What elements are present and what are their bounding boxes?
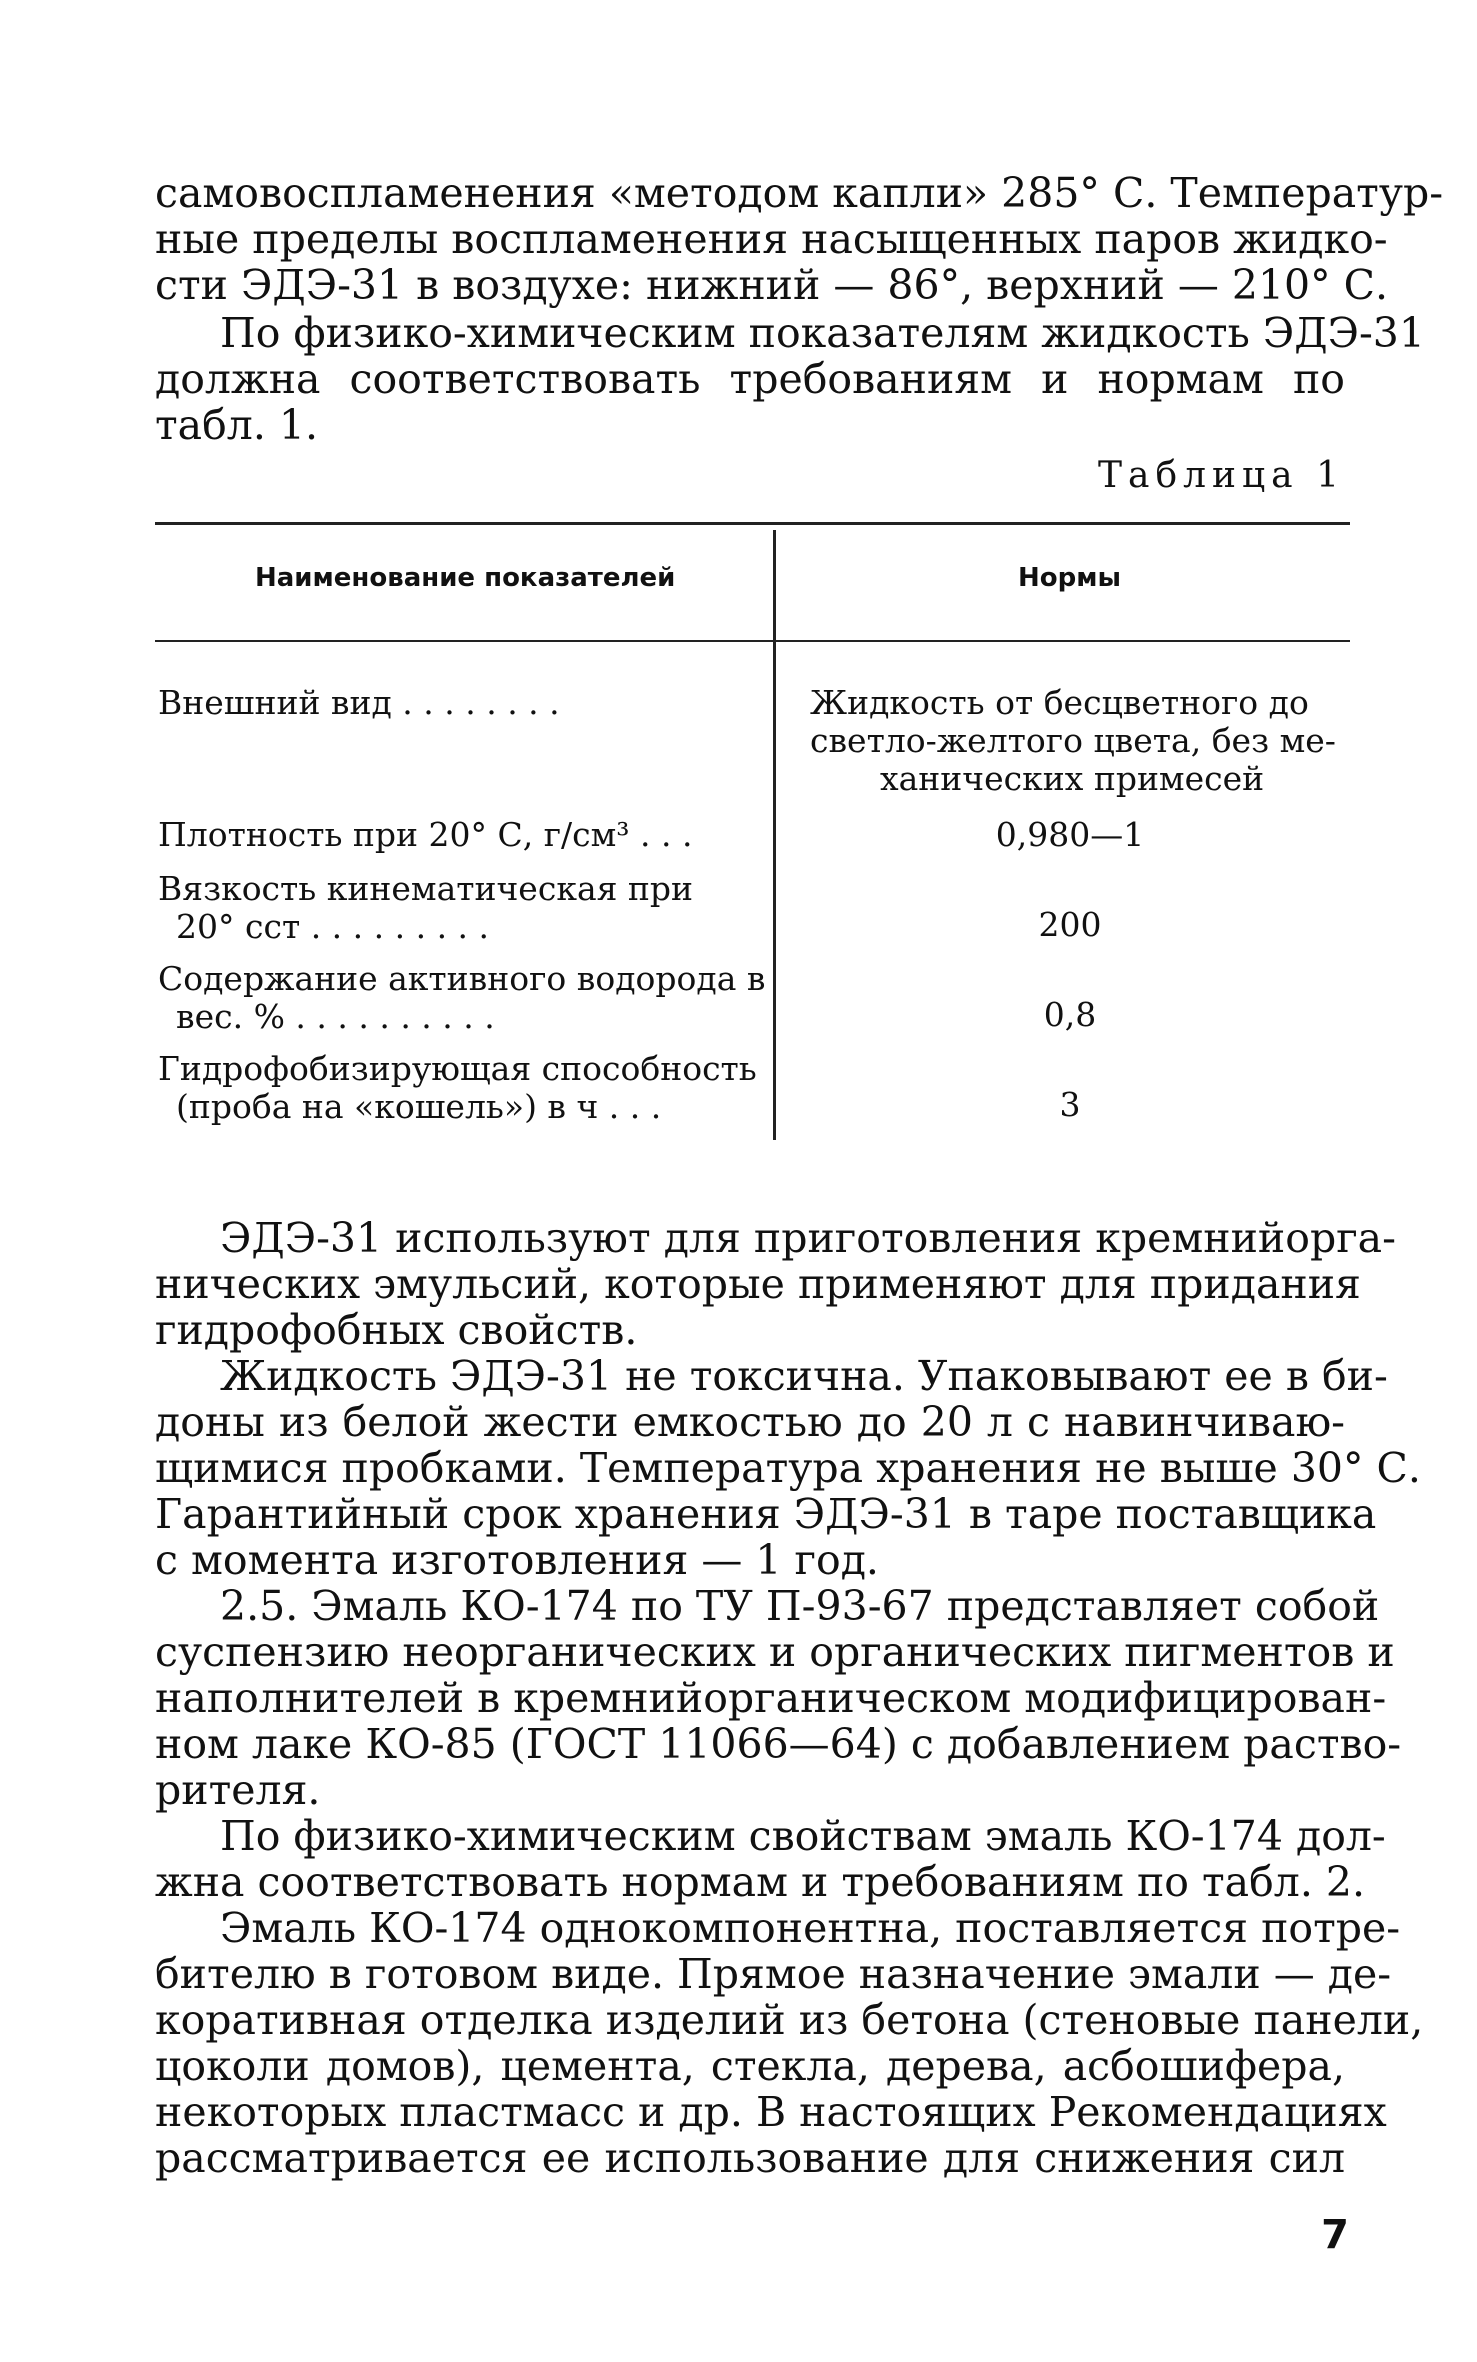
paragraph-usage	[155, 1214, 1396, 1354]
text-line: гидрофобных свойств.	[155, 1306, 638, 1354]
text-line: с момента изготовления — 1 год.	[155, 1536, 879, 1584]
text-line: ные пределы воспламенения насыщенных паров жидко-	[155, 215, 1388, 263]
cell-line: Содержание активного водорода в	[158, 959, 766, 998]
table-column-divider	[773, 530, 776, 1140]
table-row-norm	[810, 1086, 1330, 1124]
cell-line: Плотность при 20° С, г/см³ . . .	[158, 815, 693, 854]
table-row-name	[158, 1050, 758, 1126]
cell-line: ханических примесей	[880, 759, 1265, 798]
table-row-norm	[810, 816, 1330, 854]
text-line: Эмаль КО-174 однокомпонентна, поставляется потре-	[220, 1904, 1401, 1952]
text-line: Гарантийный срок хранения ЭДЭ-31 в таре поставщика	[155, 1490, 1377, 1538]
cell-line: Гидрофобизирующая способность	[158, 1049, 757, 1088]
text-line: жна соответствовать нормам и требованиям по табл. 2.	[155, 1858, 1366, 1906]
cell-line: вес. % . . . . . . . . . .	[176, 997, 495, 1036]
text-line: цоколи домов), цемента, стекла, дерева, асбошифера,	[155, 2042, 1345, 2090]
table-row-norm	[810, 906, 1330, 944]
text-line: 2.5. Эмаль КО-174 по ТУ П-93-67 представляет собой	[220, 1582, 1380, 1630]
text-line: нических эмульсий, которые применяют для придания	[155, 1260, 1361, 1308]
text-line: суспензию неорганических и органических пигментов и	[155, 1628, 1395, 1676]
cell-line: светло-желтого цвета, без ме-	[810, 721, 1336, 760]
intro-paragraph	[155, 169, 1444, 309]
text-line: наполнителей в кремнийорганическом модифицирован-	[155, 1674, 1387, 1722]
text-line: некоторых пластмасс и др. В настоящих Рекомендациях	[155, 2088, 1387, 2136]
intro-paragraph-2	[155, 309, 1425, 449]
text-line: должна соответствовать требованиям и нормам по	[155, 355, 1345, 403]
table-header-name: Наименование показателей	[255, 563, 676, 593]
text-line: По физико-химическим свойствам эмаль КО-174 дол-	[220, 1812, 1386, 1860]
text-line: доны из белой жести емкостью до 20 л с навинчиваю-	[155, 1398, 1345, 1446]
table-row-name	[158, 816, 748, 854]
cell-line: Вязкость кинематическая при	[158, 869, 694, 908]
text-line: щимися пробками. Температура хранения не выше 30° С.	[155, 1444, 1421, 1492]
cell-line: 3	[1059, 1085, 1081, 1124]
text-line: По физико-химическим показателям жидкость ЭДЭ-31	[220, 309, 1425, 357]
paragraph-enamel	[155, 1582, 1402, 1814]
text-line: бителю в готовом виде. Прямое назначение эмали — де-	[155, 1950, 1392, 1998]
table-row-name	[158, 959, 766, 1036]
text-line: сти ЭДЭ-31 в воздухе: нижний — 86°, верхний — 210° С.	[155, 261, 1389, 309]
cell-line: Жидкость от бесцветного до	[810, 683, 1309, 722]
text-line: ном лаке КО-85 (ГОСТ 11066—64) с добавлением раство-	[155, 1720, 1402, 1768]
cell-line: Внешний вид . . . . . . . .	[158, 683, 560, 722]
table-row-norm	[810, 996, 1330, 1034]
cell-line: 20° сст . . . . . . . . .	[176, 907, 490, 946]
table-row-norm	[810, 684, 1350, 798]
text-line: табл. 1.	[155, 401, 319, 449]
cell-line: (проба на «кошель») в ч . . .	[176, 1087, 662, 1126]
table-row-name	[158, 684, 748, 722]
table-row-name	[158, 870, 748, 946]
text-line: рителя.	[155, 1766, 321, 1814]
table-top-rule	[155, 522, 1350, 525]
table-caption: Таблица 1	[1098, 455, 1345, 496]
table-header-norm: Нормы	[1018, 563, 1121, 593]
text-line: коративная отделка изделий из бетона (стеновые панели,	[155, 1996, 1424, 2044]
paragraph-purpose	[155, 1904, 1424, 2182]
text-line: самовоспламенения «методом капли» 285° С. Температур-	[155, 169, 1444, 217]
page-number: 7	[1321, 2212, 1349, 2258]
text-line: рассматривается ее использование для снижения сил	[155, 2134, 1345, 2182]
text-line: ЭДЭ-31 используют для приготовления кремнийорга-	[220, 1214, 1396, 1262]
text-line: Жидкость ЭДЭ-31 не токсична. Упаковывают ее в би-	[220, 1352, 1388, 1400]
cell-line: 200	[1038, 905, 1102, 944]
paragraph-toxicity	[155, 1352, 1421, 1584]
table-header-rule	[155, 640, 1350, 642]
paragraph-properties	[155, 1812, 1386, 1906]
cell-line: 0,8	[1043, 995, 1097, 1034]
cell-line: 0,980—1	[995, 815, 1145, 854]
